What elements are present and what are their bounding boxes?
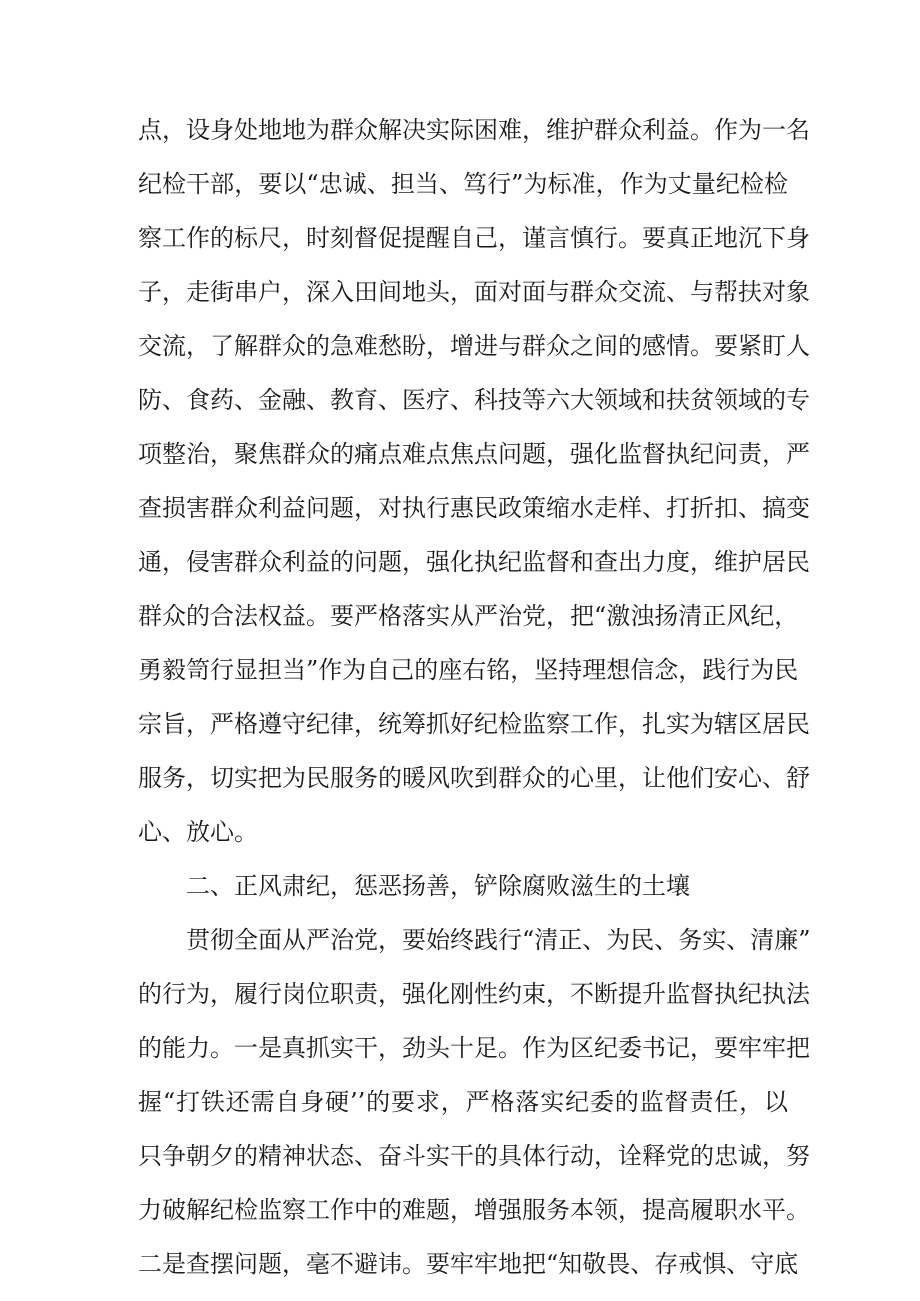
section-heading: 二、正风肃纪，惩恶扬善，铲除腐败滋生的土壤 bbox=[186, 872, 690, 900]
paragraph-1-line: 勇毅笥行显担当”作为自己的座右铭，坚持理想信念，践行为民 bbox=[138, 656, 799, 684]
paragraph-1-line: 纪检干部，要以“忠诚、担当、笃行”为标准，作为丈量纪检检 bbox=[138, 170, 788, 198]
paragraph-1-line: 察工作的标尺，时刻督促提醒自己，谨言慎行。要真正地沉下身 bbox=[138, 224, 810, 252]
paragraph-2-line: 二是查摆问题，毫不避讳。要牢牢地把“知敬畏、存戒惧、守底 bbox=[138, 1250, 799, 1278]
paragraph-1-line: 子，走街串户，深入田间地头，面对面与群众交流、与帮扶对象 bbox=[138, 278, 810, 306]
paragraph-2-line: 只争朝夕的精神状态、奋斗实干的具体行动，诠释党的忠诚，努 bbox=[138, 1142, 810, 1170]
paragraph-2-line: 的能力。一是真抓实干，劲头十足。作为区纪委书记，要牢牢把 bbox=[138, 1034, 810, 1062]
paragraph-1-line: 服务，切实把为民服务的暖风吹到群众的心里，让他们安心、舒 bbox=[138, 764, 810, 792]
paragraph-2-line: 握“打铁还需自身硬’’的要求，严格落实纪委的监督责任，以 bbox=[138, 1088, 788, 1116]
paragraph-1-line: 防、食药、金融、教育、医疗、科技等六大领域和扶贫领域的专 bbox=[138, 386, 810, 414]
paragraph-1-line: 宗旨，严格遵守纪律，统筹抓好纪检监察工作，扎实为辖区居民 bbox=[138, 710, 810, 738]
paragraph-1-line: 交流，了解群众的急难愁盼，增进与群众之间的感情。要紧盯人 bbox=[138, 332, 810, 360]
paragraph-1-line: 心、放心。 bbox=[138, 818, 258, 846]
paragraph-2-line: 力破解纪检监察工作中的难题，增强服务本领，提高履职水平。 bbox=[138, 1196, 810, 1224]
paragraph-1-line: 查损害群众利益问题，对执行惠民政策缩水走样、打折扣、搞变 bbox=[138, 494, 810, 522]
paragraph-1-line: 项整治，聚焦群众的痛点难点焦点问题，强化监督执纪问责，严 bbox=[138, 440, 810, 468]
paragraph-1-line: 群众的合法权益。要严格落实从严治党，把“激浊扬清正风纪， bbox=[138, 602, 799, 630]
paragraph-2-line: 的行为，履行岗位职责，强化刚性约束，不断提升监督执纪执法 bbox=[138, 980, 810, 1008]
paragraph-1-line: 通，侵害群众利益的问题，强化执纪监督和查出力度，维护居民 bbox=[138, 548, 810, 576]
paragraph-1-line: 点，设身处地地为群众解决实际困难，维护群众利益。作为一名 bbox=[138, 116, 810, 144]
paragraph-2-line: 贯彻全面从严治党，要始终践行“清正、为民、务实、清廉” bbox=[186, 926, 811, 954]
